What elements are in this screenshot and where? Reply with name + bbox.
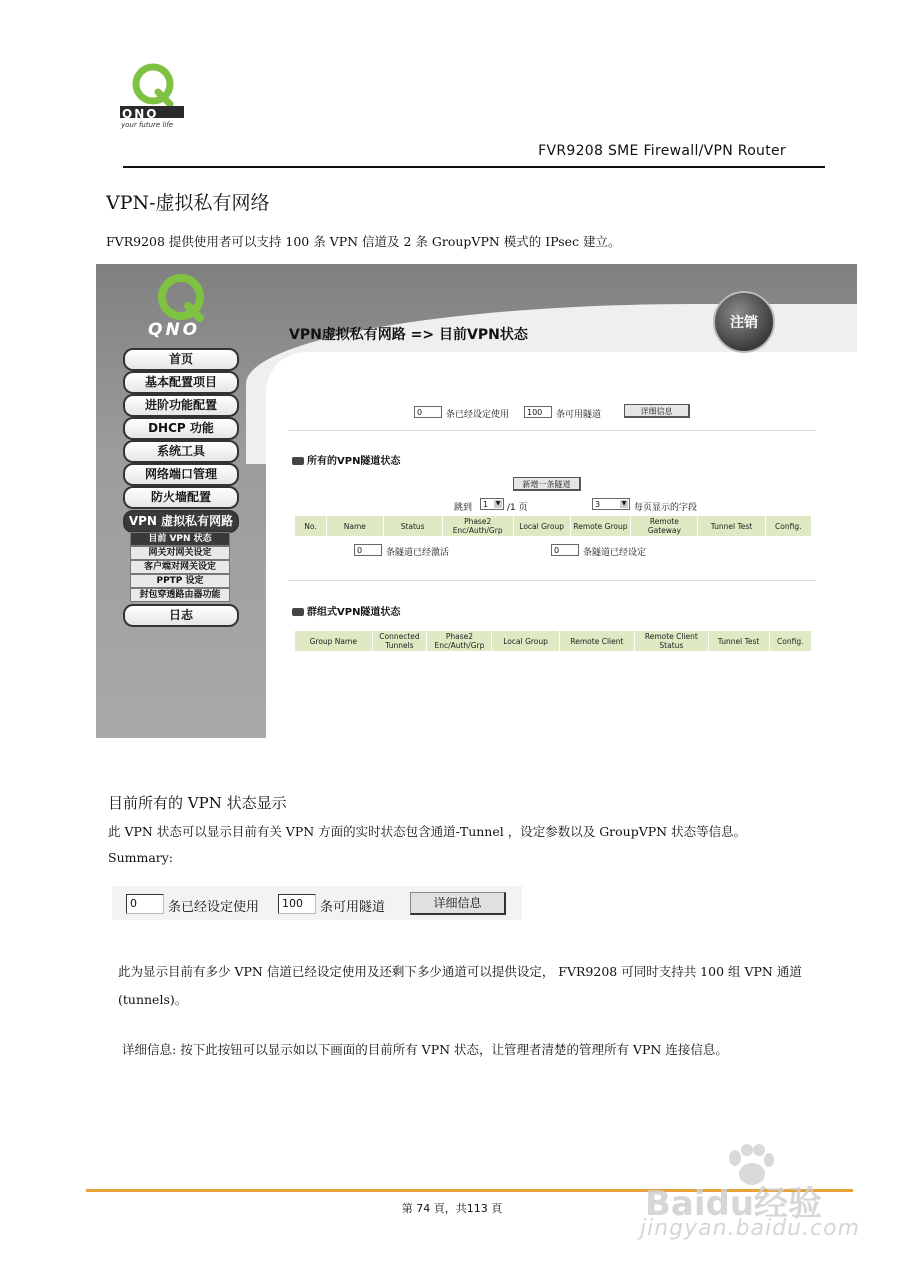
detail-info-button[interactable]: 详细信息 [410, 892, 506, 915]
all-tunnels-heading: 所有的VPN隧道状态 [292, 452, 400, 467]
summary-panel [112, 886, 522, 920]
column-header: Tunnel Test [698, 516, 765, 537]
column-header: Local Group [492, 631, 559, 652]
active-tunnels-label: 条隧道已经激活 [386, 548, 450, 558]
configured-tunnels-label: 条隧道已经设定 [583, 548, 647, 558]
router-ui-screenshot [96, 264, 857, 738]
chevron-down-icon: ▼ [621, 500, 627, 507]
used-tunnels-field: 0 [126, 894, 164, 914]
per-page-select[interactable]: 3 ▼ [592, 498, 630, 510]
column-header: Remote Client Status [635, 631, 708, 652]
divider [288, 580, 816, 581]
product-name: FVR9208 SME Firewall/VPN Router [538, 143, 786, 159]
table-header-row [295, 631, 812, 652]
subnav-client-to-gateway[interactable]: 客户端对网关设定 [130, 560, 230, 574]
active-tunnels-field: 0 [354, 544, 382, 556]
page-number: 第 74 頁，共113 頁 [401, 1202, 503, 1215]
group-vpn-heading: 群组式VPN隧道状态 [292, 603, 400, 618]
column-header: Connected Tunnels [372, 631, 427, 652]
chevron-down-icon: ▼ [495, 500, 501, 507]
section-bullet-icon [292, 608, 304, 616]
subnav-vpn-passthrough[interactable]: 封包穿透路由器功能 [130, 588, 230, 602]
subsection-title: 目前所有的 VPN 状态显示 [108, 794, 287, 812]
nav-firewall[interactable]: 防火墙配置 [123, 486, 239, 509]
summary-label: Summary: [108, 850, 174, 865]
page-suffix-label: /1 页 [507, 503, 528, 513]
logout-button[interactable]: 注销 [713, 291, 775, 353]
per-page-label: 每页显示的字段 [634, 503, 698, 513]
nav-basic-config[interactable]: 基本配置项目 [123, 371, 239, 394]
available-tunnels-label: 条可用隧道 [556, 410, 602, 420]
column-header: No. [295, 516, 327, 537]
group-vpn-table [294, 630, 812, 652]
screenshot-title: VPN虚拟私有网路 => 目前VPN状态 [289, 327, 528, 343]
watermark-url: jingyan.baidu.com [640, 1216, 861, 1241]
logo-tagline: your future life [121, 121, 174, 129]
detail-info-button[interactable]: 详细信息 [624, 404, 690, 418]
add-tunnel-button[interactable]: 新增一条隧道 [513, 477, 581, 491]
header-divider [123, 166, 825, 168]
section-title: VPN-虚拟私有网络 [106, 192, 270, 214]
subnav-pptp[interactable]: PPTP 设定 [130, 574, 230, 588]
column-header: Config. [765, 516, 812, 537]
column-header: Phase2 Enc/Auth/Grp [427, 631, 492, 652]
nav-log[interactable]: 日志 [123, 604, 239, 627]
used-tunnels-label: 条已经设定使用 [446, 410, 510, 420]
divider [288, 430, 816, 431]
screenshot-logo-text: QNO [148, 320, 201, 340]
logo-text: QNO [122, 107, 159, 121]
column-header: Config. [769, 631, 811, 652]
column-header: Tunnel Test [708, 631, 769, 652]
nav-home[interactable]: 首页 [123, 348, 239, 371]
column-header: Phase2 Enc/Auth/Grp [442, 516, 513, 537]
section-bullet-icon [292, 457, 304, 465]
nav-vpn[interactable]: VPN 虚拟私有网路 [123, 510, 239, 533]
tunnel-count-paragraph: 此为显示目前有多少 VPN 信道已经设定使用及还剩下多少通道可以提供设定， FVR9208 可同时支持共 100 组 VPN 通道(tunnels)。 [118, 964, 802, 1007]
intro-text: FVR9208 提供使用者可以支持 100 条 VPN 信道及 2 条 GroupVPN 模式的 IPsec 建立。 [106, 234, 621, 249]
column-header: Name [326, 516, 383, 537]
used-tunnels-label: 条已经设定使用 [168, 900, 260, 915]
description-text: 此 VPN 状态可以显示目前有关 VPN 方面的实时状态包含通道-Tunnel ，设定参数以及 GroupVPN 状态等信息。 [108, 824, 747, 839]
column-header: Local Group [513, 516, 570, 537]
subnav-vpn-status[interactable]: 目前 VPN 状态 [130, 532, 230, 546]
detail-info-description: 按下此按钮可以显示如以下画面的目前所有 VPN 状态，让管理者清楚的管理所有 VPN 连接信息。 [176, 1042, 728, 1057]
nav-port-management[interactable]: 网络端口管理 [123, 463, 239, 486]
detail-info-paragraph [122, 1040, 728, 1058]
available-tunnels-field: 100 [524, 406, 552, 418]
watermark-logo: Baidu经验 [645, 1184, 823, 1224]
subnav-gateway-to-gateway[interactable]: 网关对网关设定 [130, 546, 230, 560]
column-header: Remote Client [559, 631, 634, 652]
configured-tunnels-field: 0 [551, 544, 579, 556]
used-tunnels-field: 0 [414, 406, 442, 418]
nav-system-tools[interactable]: 系统工具 [123, 440, 239, 463]
nav-dhcp[interactable]: DHCP 功能 [123, 417, 239, 440]
available-tunnels-field: 100 [278, 894, 316, 914]
jump-to-label: 跳到 [454, 503, 473, 513]
detail-info-term: 详细信息: [122, 1042, 177, 1057]
column-header: Group Name [295, 631, 373, 652]
table-header-row [295, 516, 812, 537]
page-select[interactable]: 1 ▼ [480, 498, 504, 510]
column-header: Status [383, 516, 442, 537]
tunnel-status-table [294, 515, 812, 537]
column-header: Remote Gateway [631, 516, 698, 537]
available-tunnels-label: 条可用隧道 [320, 900, 386, 915]
column-header: Remote Group [570, 516, 631, 537]
nav-advanced-config[interactable]: 进阶功能配置 [123, 394, 239, 417]
